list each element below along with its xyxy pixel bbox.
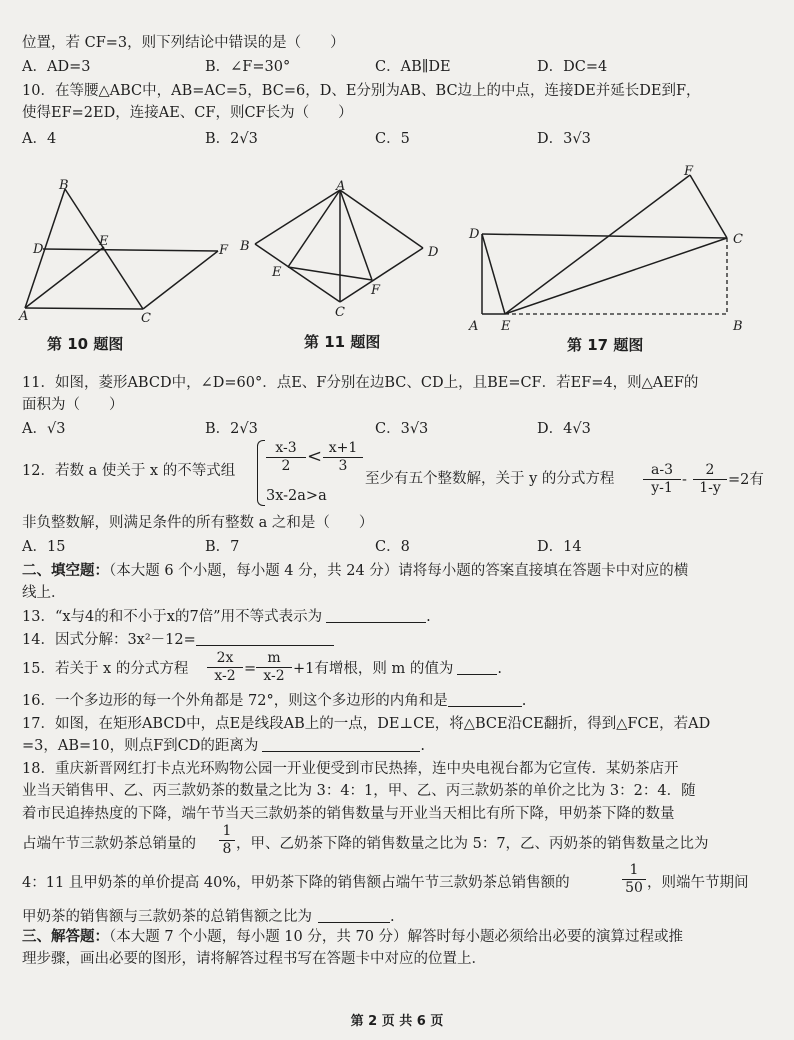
- q9-stem-tail: 位置，若 CF=3，则下列结论中错误的是（ ）: [22, 35, 345, 51]
- section3-instructions: （本大题 7 个小题，每小题 10 分，共 70 分）解答时每小题必须给出必要的演算过程或推: [109, 929, 684, 945]
- fig10-label-f: F: [219, 243, 229, 258]
- figure-17: [465, 158, 765, 333]
- fig11-label-f: F: [371, 283, 381, 298]
- q11-option-c: C．3√3: [375, 421, 429, 437]
- q13-answer-blank[interactable]: [326, 608, 426, 623]
- q18-line4b: ，甲、乙奶茶下降的销售数量之比为 5：7，乙、丙奶茶的销售数量之比为: [236, 836, 709, 852]
- q15-tail: +1有增根，则 m 的值为 .: [293, 661, 502, 677]
- q15-den2: x-2: [263, 668, 285, 684]
- q10-option-a: A．4: [22, 131, 57, 147]
- q12-eq-minus: -: [682, 472, 687, 488]
- q11-option-b: B．2√3: [205, 421, 258, 437]
- q18-line6-text: 甲奶茶的销售额与三款奶茶的总销售额之比为: [22, 909, 312, 925]
- q11-option-d: D．4√3: [537, 421, 591, 437]
- q18-answer-blank[interactable]: [318, 908, 390, 923]
- q18-frac2-den: 50: [625, 880, 643, 896]
- q17-stem-line1: 17．如图，在矩形ABCD中，点E是线段AB上的一点，DE⊥CE，将△BCE沿CE翻折，得到△FCE，若AD: [22, 716, 711, 732]
- fig10-label-d: D: [33, 242, 44, 257]
- q10-option-d: D．3√3: [537, 131, 591, 147]
- figure-10: [15, 175, 235, 325]
- q12-eq-fraction-2: [693, 462, 727, 497]
- fig17-label-c: C: [733, 232, 743, 247]
- q18-line1: 18．重庆新晋网红打卡点光环购物公园一开业便受到市民热捧，连中央电视台都为它宣传．某奶茶店开: [22, 761, 679, 777]
- q15-num2: m: [256, 650, 292, 668]
- fig11-label-d: D: [428, 245, 439, 260]
- fig17-label-e: E: [501, 319, 511, 333]
- page-footer: 第 2 页 共 6 页: [350, 1014, 444, 1029]
- fig10-label-b: B: [59, 178, 69, 193]
- q12-ineq1-right-den: 3: [338, 458, 348, 474]
- q12-eq-num2: 2: [693, 462, 727, 480]
- fig11-label-c: C: [335, 305, 345, 320]
- fig17-label-a: A: [469, 319, 479, 333]
- q15-num1: 2x: [207, 650, 243, 668]
- q11-stem-line1: 11．如图，菱形ABCD中，∠D=60°．点E、F分别在边BC、CD上，且BE=CF．若EF=4，则△AEF的: [22, 375, 699, 391]
- q14-answer-blank[interactable]: [196, 631, 334, 646]
- section2-instructions: （本大题 6 个小题，每小题 4 分，共 24 分）请将每小题的答案直接填在答题卡中对应的横: [109, 563, 689, 579]
- section3-title: 三、解答题：: [22, 929, 109, 945]
- fig10-caption: 第 10 题图: [47, 335, 124, 353]
- q9-option-d: D．DC=4: [537, 59, 608, 75]
- figure-11: [232, 180, 452, 325]
- q18-line2: 业当天销售甲、乙、丙三款奶茶的数量之比为 3：4：1，甲、乙、丙三款奶茶的单价之比为 3：2：4．随: [22, 783, 696, 799]
- q12-ineq1-left-fraction: [266, 440, 306, 475]
- q10-option-b: B．2√3: [205, 131, 258, 147]
- q18-line3: 着市民追捧热度的下降，端午节当天三款奶茶的销售数量与开业当天相比有所下降，甲奶茶下降的数量: [22, 806, 675, 822]
- q17-answer-blank[interactable]: [262, 737, 420, 752]
- q18-line6: 甲奶茶的销售额与三款奶茶的总销售额之比为 .: [22, 909, 395, 925]
- q12-ineq1-sign: <: [307, 446, 323, 467]
- section2-line2: 线上．: [22, 585, 66, 601]
- q15-answer-blank[interactable]: [457, 660, 497, 675]
- q12-ineq1-left-num: x-3: [266, 440, 306, 458]
- q12-option-d: D．14: [537, 539, 582, 555]
- q12-option-a: A．15: [22, 539, 66, 555]
- q12-eq-tail: =2有: [728, 472, 764, 488]
- q15-prefix: 15．若关于 x 的分式方程: [22, 661, 189, 677]
- q13-stem: 13．“x与4的和不小于x的7倍”用不等式表示为: [22, 609, 323, 625]
- fig11-label-a: A: [336, 180, 346, 194]
- q12-ineq1-right-num: x+1: [323, 440, 363, 458]
- q12-eq-fraction-1: [643, 462, 681, 497]
- q12-eq-den2: 1-y: [699, 480, 721, 496]
- q15-fraction-1: [207, 650, 243, 685]
- fig10-label-c: C: [141, 311, 151, 325]
- q9-option-b: B．∠F=30°: [205, 59, 291, 75]
- section2-line1: [22, 562, 688, 580]
- q16-answer-blank[interactable]: [448, 692, 522, 707]
- fig11-label-e: E: [272, 265, 282, 280]
- q11-option-a: A．√3: [22, 421, 66, 437]
- q15-fraction-2: [256, 650, 292, 685]
- q15-equals: =: [244, 661, 257, 677]
- fig17-label-f: F: [684, 164, 694, 179]
- q17-stem-line2: =3，AB=10，则点F到CD的距离为: [22, 738, 259, 754]
- q15-den1: x-2: [214, 668, 236, 684]
- q18-frac1-den: 8: [222, 841, 232, 857]
- q12-eq-num1: a-3: [643, 462, 681, 480]
- q18-line5a: 4：11 且甲奶茶的单价提高 40%，甲奶茶下降的销售额占端午节三款奶茶总销售额的: [22, 875, 570, 891]
- q18-line5b: ，则端午节期间: [647, 875, 749, 891]
- q10-option-c: C．5: [375, 131, 410, 147]
- q11-stem-line2: 面积为（ ）: [22, 397, 124, 413]
- q10-stem-line2: 使得EF=2ED，连接AE、CF，则CF长为（ ）: [22, 105, 353, 121]
- q18-frac2-num: 1: [622, 862, 646, 880]
- q12-ineq1-right-fraction: [323, 440, 363, 475]
- q12-stem-line2: 非负整数解，则满足条件的所有整数 a 之和是（ ）: [22, 515, 374, 531]
- q12-stem-prefix: 12．若数 a 使关于 x 的不等式组: [22, 463, 236, 479]
- q14: [22, 631, 334, 649]
- q18-fraction-1: [219, 823, 235, 858]
- q16: 16．一个多边形的每一个外角都是 72°，则这个多边形的内角和是 .: [22, 693, 527, 709]
- section3-line1: [22, 928, 683, 946]
- fig10-label-e: E: [99, 234, 109, 249]
- q18-frac1-num: 1: [219, 823, 235, 841]
- q17: =3，AB=10，则点F到CD的距离为 .: [22, 738, 425, 754]
- fig10-label-a: A: [19, 309, 29, 324]
- section3-line2: 理步骤，画出必要的图形，请将解答过程书写在答题卡中对应的位置上．: [22, 951, 486, 967]
- fig11-caption: 第 11 题图: [304, 333, 381, 351]
- q15-plus: +1: [293, 661, 315, 677]
- q18-fraction-2: [622, 862, 646, 897]
- q15-suffix: 有增根，则 m 的值为: [314, 661, 454, 677]
- q12-ineq2: 3x-2a>a: [266, 488, 327, 504]
- q9-option-c: C．AB∥DE: [375, 59, 451, 75]
- fig11-label-b: B: [240, 239, 250, 254]
- q14-stem: 14．因式分解：3x²－12=: [22, 632, 196, 648]
- q12-stem-middle: 至少有五个整数解，关于 y 的分式方程: [365, 471, 615, 487]
- section2-title: 二、填空题：: [22, 563, 109, 579]
- q12-option-c: C．8: [375, 539, 410, 555]
- q16-stem: 16．一个多边形的每一个外角都是 72°，则这个多边形的内角和是: [22, 693, 448, 709]
- q10-stem-line1: 10．在等腰△ABC中，AB=AC=5，BC=6，D、E分别为AB、BC边上的中点，连接DE并延长DE到F，: [22, 83, 701, 99]
- q18-line4a: 占端午节三款奶茶总销量的: [22, 836, 196, 852]
- fig17-label-b: B: [733, 319, 743, 333]
- fig17-caption: 第 17 题图: [567, 336, 644, 354]
- q12-ineq1-left-den: 2: [281, 458, 291, 474]
- fig17-label-d: D: [469, 227, 480, 242]
- q9-option-a: A．AD=3: [22, 59, 91, 75]
- q12-system-brace: [257, 440, 265, 506]
- q12-option-b: B．7: [205, 539, 240, 555]
- q12-eq-den1: y-1: [651, 480, 673, 496]
- q13: 13．“x与4的和不小于x的7倍”用不等式表示为 .: [22, 609, 431, 625]
